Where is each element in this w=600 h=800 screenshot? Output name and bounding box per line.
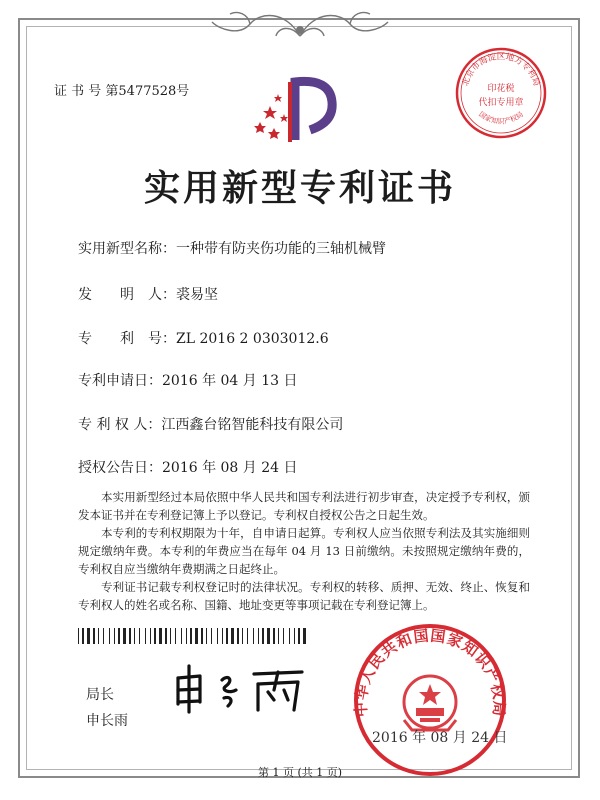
field-value: ZL 2016 2 0303012.6 [176,331,329,347]
svg-text:国家知识产权局 [477,109,525,125]
barcode-bar [211,628,212,644]
barcode-bar [154,628,156,644]
barcode-bar [170,628,171,644]
grant-announcement-date-field [78,457,298,477]
stamp-duty-seal [453,45,549,141]
barcode-bar [289,628,290,644]
seal-bottom-text: 国家知识产权局 [477,110,525,126]
field-label: 实用新型名称： [78,241,176,257]
certificate-body [78,488,530,614]
barcode-bar [294,628,295,644]
application-date-field [78,370,298,390]
barcode-bar [175,628,176,644]
barcode-bar [129,628,131,644]
field-value: 2016 年 08 月 24 日 [162,460,298,476]
barcode-bar [123,628,126,644]
patent-number-field [78,328,329,348]
director-name: 申长雨 [86,713,128,729]
director-title: 局长 [86,687,114,703]
barcode-bar [258,628,259,644]
barcode-bar [159,628,162,644]
barcode-bar [267,628,270,644]
barcode-bar [93,628,95,644]
field-label: 专利申请日： [78,373,162,389]
barcode-bar [237,628,239,644]
national-emblem-icon [404,676,456,730]
field-label: 授权公告日： [78,460,162,476]
utility-model-name-field [78,238,386,258]
barcode-bar [98,628,99,644]
svg-text:北京市海淀区地方专利局 [460,51,542,87]
barcode-bar [262,628,264,644]
seal-inner-line-1: 印花税 [487,84,515,94]
field-value: 江西鑫台铭智能科技有限公司 [161,417,344,433]
barcode-bar [283,628,284,644]
barcode-bar [303,628,306,644]
barcode-bar [114,628,115,644]
inventor-field [78,284,218,304]
barcode-bar [118,628,120,644]
patent-office-emblem [250,70,350,150]
field-label: 发 明 人： [78,287,176,303]
director-signature [170,660,310,715]
field-label: 专 利 号： [78,331,176,347]
barcode-bar [78,628,79,644]
body-paragraph: 本实用新型经过本局依照中华人民共和国专利法进行初步审查，决定授予专利权，颁发本证书并在专利登记簿上予以登记。专利权自授权公告之日起生效。 [78,490,530,522]
seal-ring-text: 中华人民共和国国家知识产权局 [352,626,508,718]
barcode-bar [278,628,279,644]
barcode-bar [150,628,151,644]
barcode-bar [195,628,198,644]
barcode [78,628,308,644]
body-paragraph: 专利证书记载专利权登记时的法律状况。专利权的转移、质押、无效、终止、恢复和专利权人的姓名或名称、国籍、地址变更等事项记载在专利登记簿上。 [78,580,530,612]
barcode-bar [87,628,90,644]
body-paragraph: 本专利的专利权期限为十年，自申请日起算。专利权人应当依照专利法及其实施细则规定缴纳年费。本专利的年费应当在每年 04 月 13 日前缴纳。未按照规定缴纳年费的，专利权自应当缴纳年费期满之日起终止。 [78,526,530,576]
field-value: 一种带有防夹伤功能的三轴机械臂 [176,241,386,257]
barcode-bar [139,628,140,644]
seal-ring-text: 北京市海淀区地方专利局 [460,51,542,88]
barcode-bar [242,628,243,644]
patentee-field [78,414,343,434]
barcode-bar [231,628,234,644]
top-ornament [190,0,410,50]
barcode-bar [181,628,182,644]
field-label: 专 利 权 人： [78,417,162,433]
barcode-bar [190,628,192,644]
document-title: 实用新型专利证书 [143,167,456,209]
barcode-bar [226,628,228,644]
seal-inner-line-2: 代扣专用章 [478,98,524,108]
barcode-bar [165,628,167,644]
barcode-bar [134,628,135,644]
barcode-bar [217,628,218,644]
official-seal [352,622,508,778]
certificate-number: 证 书 号 第5477528号 [54,84,190,99]
field-value: 裘易坚 [176,287,218,303]
barcode-bar [273,628,275,644]
svg-text:中华人民共和国国家知识产权局 [352,627,508,718]
barcode-bar [103,628,104,644]
barcode-bar [186,628,187,644]
barcode-bar [82,628,84,644]
barcode-bar [247,628,248,644]
barcode-bar [145,628,146,644]
barcode-bar [298,628,300,644]
barcode-bar [253,628,254,644]
issue-date: 2016 年 08 月 24 日 [372,730,508,746]
field-value: 2016 年 04 月 13 日 [162,373,298,389]
barcode-bar [206,628,207,644]
barcode-bar [201,628,203,644]
barcode-bar [222,628,223,644]
page-number: 第 1 页 (共 1 页) [257,766,343,779]
barcode-bar [109,628,110,644]
